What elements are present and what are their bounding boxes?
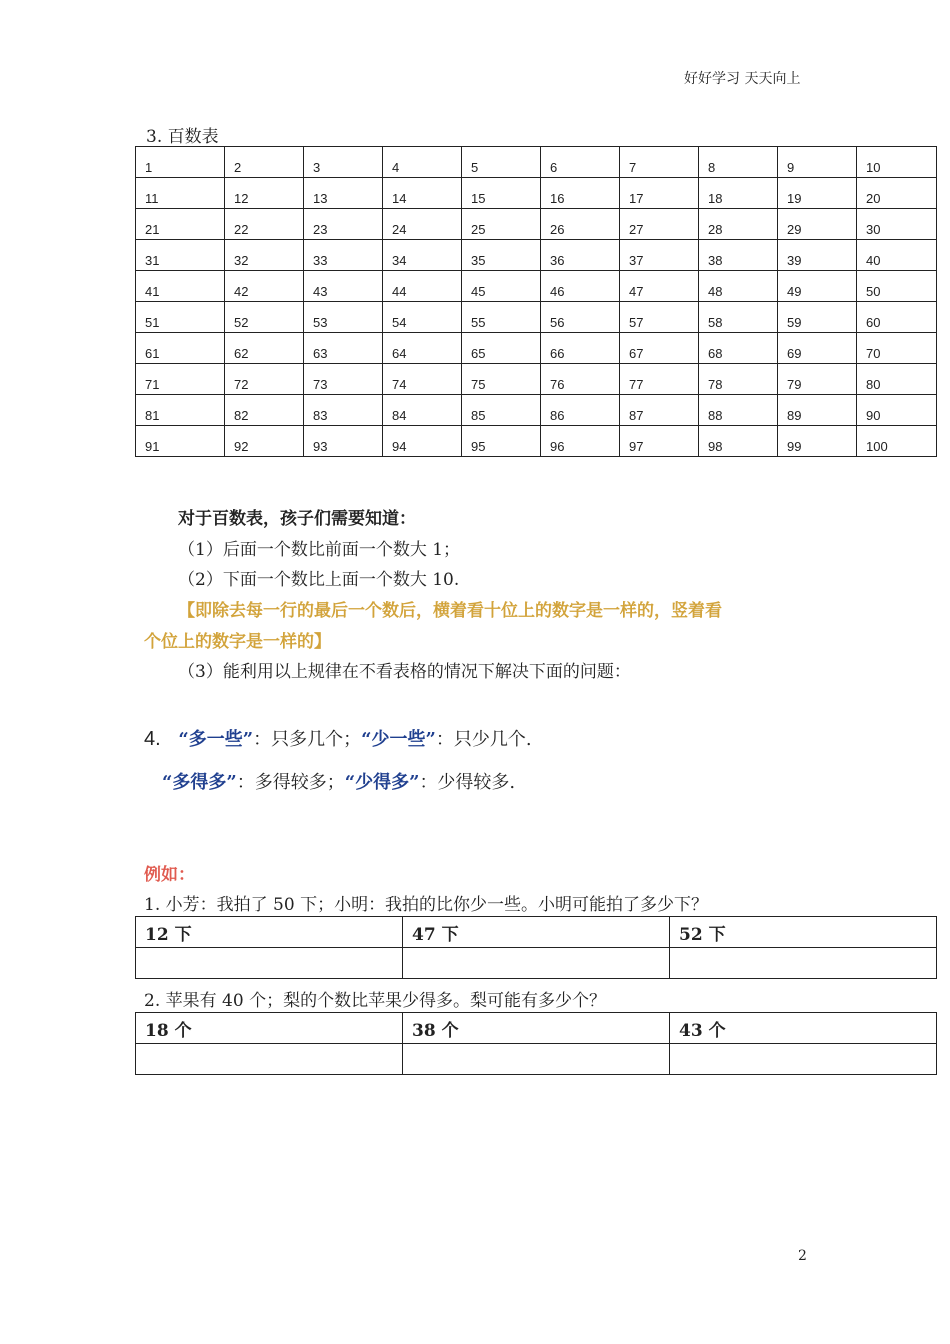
table-cell: 1 [136,147,225,178]
page-header: 好好学习 天天向上 [684,71,801,87]
table-row [136,209,937,240]
q2-option-1: 18 个 [136,1013,403,1044]
table-cell: 72 [225,364,304,395]
table-cell: 82 [225,395,304,426]
table-cell: 6 [541,147,620,178]
table-cell: 65 [462,333,541,364]
question-2: 2. 苹果有 40 个；梨的个数比苹果少得多。梨可能有多少个？ [144,991,607,1011]
table-cell: 88 [699,395,778,426]
table-cell: 94 [383,426,462,457]
question-1: 1. 小芳：我拍了 50 下；小明：我拍的比你少一些。小明可能拍了多少下？ [144,895,709,915]
table-cell: 12 [225,178,304,209]
table-cell: 26 [541,209,620,240]
table-cell: 49 [778,271,857,302]
table-cell: 24 [383,209,462,240]
table-cell: 27 [620,209,699,240]
table-cell: 53 [304,302,383,333]
table-cell: 57 [620,302,699,333]
table-cell: 68 [699,333,778,364]
table-cell: 67 [620,333,699,364]
table-cell: 71 [136,364,225,395]
table-cell: 36 [541,240,620,271]
table-cell: 66 [541,333,620,364]
q1-option-1: 12 下 [136,917,403,948]
table-cell: 35 [462,240,541,271]
table-cell: 2 [225,147,304,178]
table-cell: 21 [136,209,225,240]
highlight-note-line-2: 个位上的数字是一样的】 [144,632,331,652]
table-cell: 31 [136,240,225,271]
table-cell: 38 [699,240,778,271]
table-cell: 50 [857,271,937,302]
table-cell: 96 [541,426,620,457]
table-cell: 40 [857,240,937,271]
table-cell: 9 [778,147,857,178]
question-2-options-table [135,1012,937,1075]
q1-answer-cell-3[interactable] [670,948,937,979]
table-row [136,240,937,271]
table-cell: 56 [541,302,620,333]
table-cell: 4 [383,147,462,178]
table-row [136,271,937,302]
table-cell: 37 [620,240,699,271]
section-4-line-2 [162,768,515,794]
table-cell: 63 [304,333,383,364]
table-cell: 93 [304,426,383,457]
table-cell: 46 [541,271,620,302]
term-much-more: “多得多” [162,772,237,793]
table-row [136,178,937,209]
table-cell: 75 [462,364,541,395]
q2-answer-cell-3[interactable] [670,1044,937,1075]
table-cell: 8 [699,147,778,178]
table-cell: 84 [383,395,462,426]
term-much-less: “少得多” [344,772,420,793]
term-much-less-desc: ：少得较多. [419,772,516,793]
table-cell: 97 [620,426,699,457]
table-cell: 52 [225,302,304,333]
table-cell: 80 [857,364,937,395]
table-cell: 13 [304,178,383,209]
table-cell: 73 [304,364,383,395]
section-3-title: 3. 百数表 [146,127,219,147]
term-more-a-bit: “多一些” [178,729,254,750]
table-row [136,395,937,426]
table-cell: 92 [225,426,304,457]
q1-answer-cell-1[interactable] [136,948,403,979]
table-cell: 11 [136,178,225,209]
table-cell: 76 [541,364,620,395]
rule-1: （1）后面一个数比前面一个数大 1； [178,540,461,560]
term-less-a-bit: “少一些” [361,729,436,750]
table-cell: 32 [225,240,304,271]
table-cell: 78 [699,364,778,395]
table-cell: 48 [699,271,778,302]
table-cell: 5 [462,147,541,178]
table-cell: 14 [383,178,462,209]
q1-option-3: 52 下 [670,917,937,948]
table-cell: 42 [225,271,304,302]
table-cell: 45 [462,271,541,302]
table-cell: 58 [699,302,778,333]
table-cell: 25 [462,209,541,240]
q2-option-3: 43 个 [670,1013,937,1044]
table-row [136,426,937,457]
table-cell: 19 [778,178,857,209]
rule-2: （2）下面一个数比上面一个数大 10. [178,570,460,590]
table-cell: 62 [225,333,304,364]
table-cell: 28 [699,209,778,240]
table-cell: 60 [857,302,937,333]
table-cell: 70 [857,333,937,364]
q1-option-2: 47 下 [403,917,670,948]
table-cell: 74 [383,364,462,395]
table-cell: 91 [136,426,225,457]
table-cell: 29 [778,209,857,240]
q1-answer-cell-2[interactable] [403,948,670,979]
table-cell: 41 [136,271,225,302]
table-cell: 87 [620,395,699,426]
question-1-options-table [135,916,937,979]
table-cell: 95 [462,426,541,457]
table-cell: 85 [462,395,541,426]
term-much-more-desc: ：多得较多； [236,772,345,793]
q2-option-2: 38 个 [403,1013,670,1044]
term-more-a-bit-desc: ：只多几个； [253,729,362,750]
table-row [136,302,937,333]
table-cell: 79 [778,364,857,395]
table-cell: 16 [541,178,620,209]
table-cell: 100 [857,426,937,457]
rule-3: （3）能利用以上规律在不看表格的情况下解决下面的问题： [178,662,631,682]
table-cell: 34 [383,240,462,271]
table-cell: 7 [620,147,699,178]
table-cell: 51 [136,302,225,333]
notes-intro: 对于百数表，孩子们需要知道： [178,509,416,529]
table-cell: 77 [620,364,699,395]
table-cell: 99 [778,426,857,457]
table-cell: 59 [778,302,857,333]
table-row [136,333,937,364]
table-cell: 54 [383,302,462,333]
table-cell: 23 [304,209,383,240]
table-cell: 81 [136,395,225,426]
table-cell: 44 [383,271,462,302]
table-cell: 61 [136,333,225,364]
table-cell: 30 [857,209,937,240]
table-cell: 47 [620,271,699,302]
table-cell: 33 [304,240,383,271]
table-cell: 98 [699,426,778,457]
table-cell: 64 [383,333,462,364]
table-cell: 15 [462,178,541,209]
hundred-number-table [135,146,937,457]
table-row [136,364,937,395]
example-label: 例如： [144,865,195,885]
table-cell: 69 [778,333,857,364]
table-cell: 55 [462,302,541,333]
highlight-note-line-1: 【即除去每一行的最后一个数后，横着看十位上的数字是一样的，竖着看 [178,601,722,621]
q2-answer-cell-1[interactable] [136,1044,403,1075]
section-4-line-1 [144,725,532,751]
table-cell: 89 [778,395,857,426]
table-cell: 90 [857,395,937,426]
table-cell: 83 [304,395,383,426]
term-less-a-bit-desc: ：只少几个. [435,729,532,750]
table-cell: 43 [304,271,383,302]
table-cell: 22 [225,209,304,240]
table-cell: 18 [699,178,778,209]
table-cell: 86 [541,395,620,426]
page-number: 2 [798,1248,807,1264]
table-row [136,147,937,178]
section-4-number: 4. [144,728,161,750]
table-cell: 20 [857,178,937,209]
table-cell: 17 [620,178,699,209]
q2-answer-cell-2[interactable] [403,1044,670,1075]
table-cell: 39 [778,240,857,271]
table-cell: 3 [304,147,383,178]
table-cell: 10 [857,147,937,178]
